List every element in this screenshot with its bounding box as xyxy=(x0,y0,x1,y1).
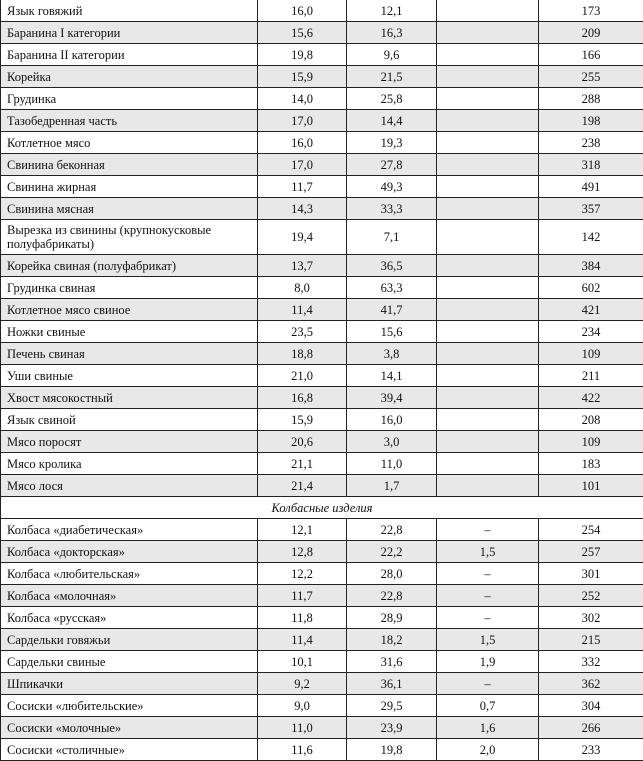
carbs-cell xyxy=(437,409,539,431)
carbs-cell xyxy=(437,431,539,453)
fat-cell: 3,0 xyxy=(347,431,437,453)
product-name-cell: Шпикачки xyxy=(1,673,258,695)
table-body xyxy=(1,0,643,761)
calories-cell: 357 xyxy=(539,198,643,220)
table-row xyxy=(1,431,643,453)
protein-cell: 11,4 xyxy=(258,629,347,651)
fat-cell: 41,7 xyxy=(347,299,437,321)
product-name-cell: Свинина беконная xyxy=(1,154,258,176)
fat-cell: 21,5 xyxy=(347,66,437,88)
product-name-cell: Корейка xyxy=(1,66,258,88)
carbs-cell xyxy=(437,387,539,409)
product-name-cell: Вырезка из свинины (крупнокусковые полуфабрикаты) xyxy=(1,220,258,255)
protein-cell: 17,0 xyxy=(258,110,347,132)
calories-cell: 384 xyxy=(539,255,643,277)
carbs-cell xyxy=(437,365,539,387)
fat-cell: 33,3 xyxy=(347,198,437,220)
fat-cell: 18,2 xyxy=(347,629,437,651)
protein-cell: 21,0 xyxy=(258,365,347,387)
protein-cell: 15,6 xyxy=(258,22,347,44)
product-name-cell: Сосиски «столичные» xyxy=(1,739,258,761)
product-name-cell: Сардельки говяжьи xyxy=(1,629,258,651)
calories-cell: 208 xyxy=(539,409,643,431)
calories-cell: 302 xyxy=(539,607,643,629)
product-name-cell: Сосиски «молочные» xyxy=(1,717,258,739)
protein-cell: 10,1 xyxy=(258,651,347,673)
fat-cell: 19,3 xyxy=(347,132,437,154)
protein-cell: 11,7 xyxy=(258,585,347,607)
table-row xyxy=(1,321,643,343)
product-name-cell: Свинина мясная xyxy=(1,198,258,220)
protein-cell: 11,7 xyxy=(258,176,347,198)
table-row xyxy=(1,110,643,132)
table-row xyxy=(1,365,643,387)
carbs-cell: – xyxy=(437,585,539,607)
table-row xyxy=(1,277,643,299)
fat-cell: 1,7 xyxy=(347,475,437,497)
product-name-cell: Колбаса «молочная» xyxy=(1,585,258,607)
protein-cell: 11,8 xyxy=(258,607,347,629)
fat-cell: 63,3 xyxy=(347,277,437,299)
table-row xyxy=(1,22,643,44)
product-name-cell: Грудинка xyxy=(1,88,258,110)
carbs-cell xyxy=(437,277,539,299)
carbs-cell: 0,7 xyxy=(437,695,539,717)
calories-cell: 602 xyxy=(539,277,643,299)
fat-cell: 22,8 xyxy=(347,519,437,541)
product-name-cell: Баранина II категории xyxy=(1,44,258,66)
carbs-cell xyxy=(437,110,539,132)
calories-cell: 332 xyxy=(539,651,643,673)
fat-cell: 16,0 xyxy=(347,409,437,431)
protein-cell: 11,4 xyxy=(258,299,347,321)
table-row xyxy=(1,255,643,277)
calories-cell: 198 xyxy=(539,110,643,132)
protein-cell: 15,9 xyxy=(258,409,347,431)
table-row xyxy=(1,585,643,607)
table-row xyxy=(1,673,643,695)
table-row xyxy=(1,651,643,673)
calories-cell: 301 xyxy=(539,563,643,585)
protein-cell: 16,0 xyxy=(258,132,347,154)
protein-cell: 11,0 xyxy=(258,717,347,739)
protein-cell: 21,1 xyxy=(258,453,347,475)
protein-cell: 23,5 xyxy=(258,321,347,343)
protein-cell: 16,8 xyxy=(258,387,347,409)
carbs-cell xyxy=(437,176,539,198)
table-row xyxy=(1,563,643,585)
calories-cell: 101 xyxy=(539,475,643,497)
product-name-cell: Колбаса «любительская» xyxy=(1,563,258,585)
product-name-cell: Язык свиной xyxy=(1,409,258,431)
carbs-cell xyxy=(437,66,539,88)
fat-cell: 29,5 xyxy=(347,695,437,717)
calories-cell: 215 xyxy=(539,629,643,651)
fat-cell: 36,1 xyxy=(347,673,437,695)
carbs-cell: – xyxy=(437,673,539,695)
fat-cell: 27,8 xyxy=(347,154,437,176)
fat-cell: 49,3 xyxy=(347,176,437,198)
table-row xyxy=(1,387,643,409)
protein-cell: 20,6 xyxy=(258,431,347,453)
fat-cell: 23,9 xyxy=(347,717,437,739)
table-row xyxy=(1,299,643,321)
protein-cell: 19,4 xyxy=(258,220,347,255)
table-row xyxy=(1,717,643,739)
protein-cell: 17,0 xyxy=(258,154,347,176)
product-name-cell: Котлетное мясо xyxy=(1,132,258,154)
fat-cell: 14,4 xyxy=(347,110,437,132)
fat-cell: 22,2 xyxy=(347,541,437,563)
product-name-cell: Свинина жирная xyxy=(1,176,258,198)
table-row xyxy=(1,695,643,717)
carbs-cell xyxy=(437,132,539,154)
table-row xyxy=(1,607,643,629)
carbs-cell xyxy=(437,44,539,66)
fat-cell: 14,1 xyxy=(347,365,437,387)
table-row xyxy=(1,66,643,88)
fat-cell: 16,3 xyxy=(347,22,437,44)
calories-cell: 421 xyxy=(539,299,643,321)
product-name-cell: Мясо лося xyxy=(1,475,258,497)
protein-cell: 18,8 xyxy=(258,343,347,365)
carbs-cell: 1,5 xyxy=(437,541,539,563)
calories-cell: 255 xyxy=(539,66,643,88)
calories-cell: 254 xyxy=(539,519,643,541)
calories-cell: 422 xyxy=(539,387,643,409)
fat-cell: 22,8 xyxy=(347,585,437,607)
fat-cell: 7,1 xyxy=(347,220,437,255)
table-row xyxy=(1,541,643,563)
calories-cell: 109 xyxy=(539,431,643,453)
calories-cell: 166 xyxy=(539,44,643,66)
fat-cell: 19,8 xyxy=(347,739,437,761)
product-name-cell: Мясо кролика xyxy=(1,453,258,475)
product-name-cell: Печень свиная xyxy=(1,343,258,365)
calories-cell: 491 xyxy=(539,176,643,198)
calories-cell: 252 xyxy=(539,585,643,607)
protein-cell: 12,8 xyxy=(258,541,347,563)
product-name-cell: Баранина I категории xyxy=(1,22,258,44)
protein-cell: 9,2 xyxy=(258,673,347,695)
calories-cell: 183 xyxy=(539,453,643,475)
fat-cell: 11,0 xyxy=(347,453,437,475)
table-row xyxy=(1,453,643,475)
product-name-cell: Уши свиные xyxy=(1,365,258,387)
product-name-cell: Колбаса «докторская» xyxy=(1,541,258,563)
calories-cell: 304 xyxy=(539,695,643,717)
table-row xyxy=(1,409,643,431)
fat-cell: 3,8 xyxy=(347,343,437,365)
table-row xyxy=(1,176,643,198)
calories-cell: 288 xyxy=(539,88,643,110)
fat-cell: 28,0 xyxy=(347,563,437,585)
section-header-row xyxy=(1,497,643,519)
protein-cell: 16,0 xyxy=(258,0,347,22)
carbs-cell xyxy=(437,475,539,497)
calories-cell: 257 xyxy=(539,541,643,563)
table-row xyxy=(1,88,643,110)
carbs-cell: – xyxy=(437,607,539,629)
carbs-cell xyxy=(437,0,539,22)
fat-cell: 12,1 xyxy=(347,0,437,22)
product-name-cell: Колбаса «русская» xyxy=(1,607,258,629)
protein-cell: 9,0 xyxy=(258,695,347,717)
table-row xyxy=(1,739,643,761)
fat-cell: 36,5 xyxy=(347,255,437,277)
protein-cell: 8,0 xyxy=(258,277,347,299)
protein-cell: 14,3 xyxy=(258,198,347,220)
protein-cell: 13,7 xyxy=(258,255,347,277)
carbs-cell xyxy=(437,22,539,44)
product-name-cell: Ножки свиные xyxy=(1,321,258,343)
protein-cell: 12,2 xyxy=(258,563,347,585)
carbs-cell xyxy=(437,343,539,365)
table-row xyxy=(1,475,643,497)
protein-cell: 11,6 xyxy=(258,739,347,761)
calories-cell: 142 xyxy=(539,220,643,255)
carbs-cell: 1,9 xyxy=(437,651,539,673)
product-name-cell: Грудинка свиная xyxy=(1,277,258,299)
carbs-cell xyxy=(437,321,539,343)
table-row xyxy=(1,220,643,255)
product-name-cell: Котлетное мясо свиное xyxy=(1,299,258,321)
fat-cell: 25,8 xyxy=(347,88,437,110)
fat-cell: 15,6 xyxy=(347,321,437,343)
carbs-cell xyxy=(437,453,539,475)
table-row xyxy=(1,44,643,66)
product-name-cell: Колбаса «диабетическая» xyxy=(1,519,258,541)
protein-cell: 14,0 xyxy=(258,88,347,110)
product-name-cell: Язык говяжий xyxy=(1,0,258,22)
carbs-cell xyxy=(437,198,539,220)
carbs-cell xyxy=(437,255,539,277)
table-row xyxy=(1,132,643,154)
table-row xyxy=(1,629,643,651)
section-title: Колбасные изделия xyxy=(1,497,643,519)
carbs-cell: – xyxy=(437,563,539,585)
calories-cell: 233 xyxy=(539,739,643,761)
product-name-cell: Сардельки свиные xyxy=(1,651,258,673)
carbs-cell xyxy=(437,154,539,176)
table-row xyxy=(1,198,643,220)
product-name-cell: Корейка свиная (полуфабрикат) xyxy=(1,255,258,277)
table-row xyxy=(1,343,643,365)
product-name-cell: Тазобедренная часть xyxy=(1,110,258,132)
calories-cell: 362 xyxy=(539,673,643,695)
protein-cell: 12,1 xyxy=(258,519,347,541)
protein-cell: 19,8 xyxy=(258,44,347,66)
product-name-cell: Хвост мясокостный xyxy=(1,387,258,409)
calories-cell: 211 xyxy=(539,365,643,387)
calories-cell: 109 xyxy=(539,343,643,365)
carbs-cell xyxy=(437,88,539,110)
calories-cell: 209 xyxy=(539,22,643,44)
carbs-cell: 2,0 xyxy=(437,739,539,761)
carbs-cell xyxy=(437,299,539,321)
carbs-cell: 1,6 xyxy=(437,717,539,739)
calories-cell: 238 xyxy=(539,132,643,154)
carbs-cell xyxy=(437,220,539,255)
fat-cell: 39,4 xyxy=(347,387,437,409)
calories-cell: 266 xyxy=(539,717,643,739)
protein-cell: 15,9 xyxy=(258,66,347,88)
calories-cell: 234 xyxy=(539,321,643,343)
carbs-cell: – xyxy=(437,519,539,541)
product-name-cell: Сосиски «любительские» xyxy=(1,695,258,717)
table-row xyxy=(1,519,643,541)
protein-cell: 21,4 xyxy=(258,475,347,497)
table-row xyxy=(1,154,643,176)
product-name-cell: Мясо поросят xyxy=(1,431,258,453)
fat-cell: 9,6 xyxy=(347,44,437,66)
fat-cell: 28,9 xyxy=(347,607,437,629)
calories-cell: 318 xyxy=(539,154,643,176)
table-row xyxy=(1,0,643,22)
calories-cell: 173 xyxy=(539,0,643,22)
carbs-cell: 1,5 xyxy=(437,629,539,651)
fat-cell: 31,6 xyxy=(347,651,437,673)
